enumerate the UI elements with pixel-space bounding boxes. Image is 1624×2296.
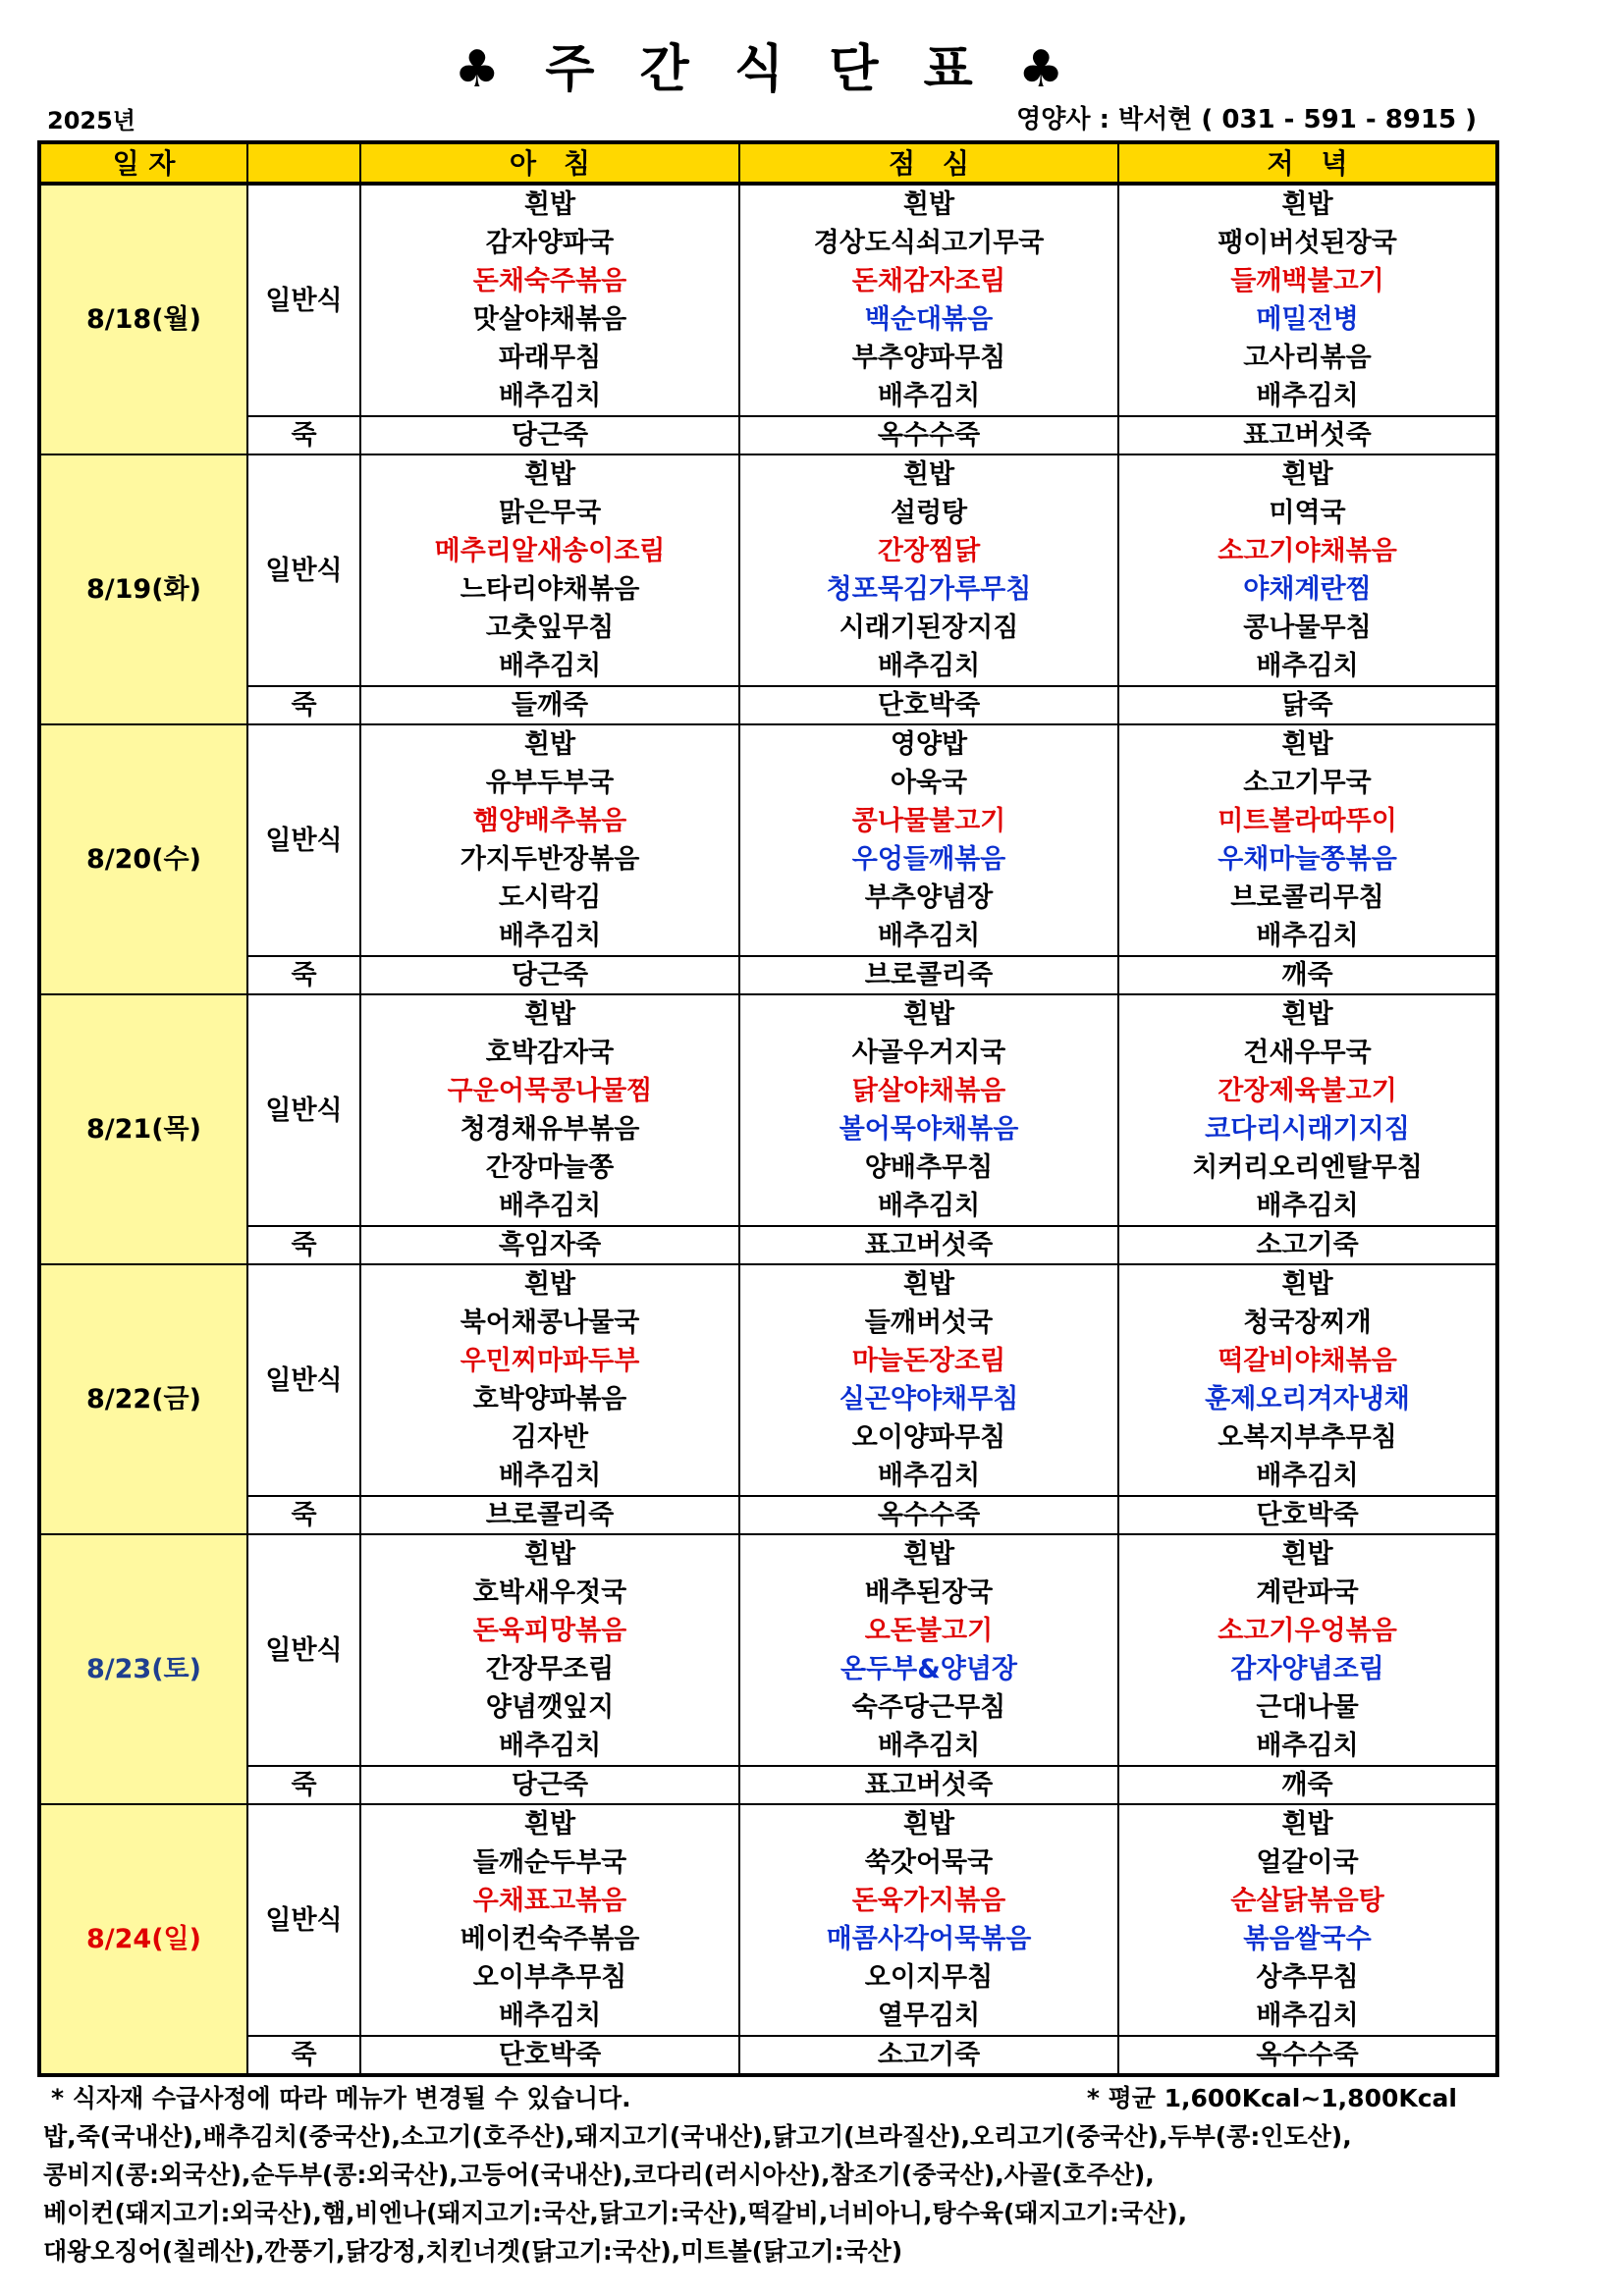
porridge-label: 죽 [247, 686, 360, 724]
menu-item: 흰밥 [1281, 189, 1333, 220]
column-header-dinner: 저 녁 [1118, 142, 1497, 184]
column-header-date: 일 자 [39, 142, 247, 184]
menu-item: 북어채콩나물국 [460, 1308, 640, 1338]
menu-item: 떡갈비야채볶음 [1218, 1346, 1397, 1376]
menu-item: 배추김치 [877, 1191, 981, 1221]
column-header-type [247, 142, 360, 184]
lunch-cell [739, 1534, 1118, 1766]
menu-item: 마늘돈장조림 [851, 1346, 1006, 1376]
menu-item: 배추김치 [498, 381, 602, 411]
menu-item: 치커리오리엔탈무침 [1192, 1152, 1423, 1183]
menu-item: 영양밥 [890, 729, 968, 760]
dinner-cell [1118, 454, 1497, 686]
page-title: ♣ 주 간 식 단 표 ♣ [454, 40, 1078, 99]
menu-item: 구운어묵콩나물찜 [447, 1076, 653, 1106]
menu-item: 파래무침 [498, 343, 602, 373]
menu-item: 코다리시래기지짐 [1205, 1114, 1410, 1145]
menu-item: 우민찌마파두부 [460, 1346, 640, 1376]
menu-item: 유부두부국 [485, 768, 615, 798]
porridge-dinner: 단호박죽 [1118, 1496, 1497, 1534]
day-row [39, 994, 1497, 1226]
porridge-label: 죽 [247, 1226, 360, 1264]
lunch-cell [739, 724, 1118, 956]
day-row [39, 1264, 1497, 1496]
porridge-row [39, 1766, 1497, 1804]
day-row [39, 184, 1497, 416]
menu-item: 미역국 [1269, 498, 1346, 528]
menu-item: 배추김치 [498, 1461, 602, 1491]
porridge-dinner: 닭죽 [1118, 686, 1497, 724]
menu-item: 간장찜닭 [877, 536, 981, 566]
menu-item: 돈채감자조림 [851, 266, 1006, 296]
menu-item: 볶음쌀국수 [1243, 1924, 1372, 1954]
origin-line: 베이컨(돼지고기:외국산),햄,비엔나(돼지고기:국산,닭고기:국산),떡갈비,너비아니,탕수육(돼지고기:국산), [43, 2199, 1188, 2227]
menu-item: 배추김치 [498, 651, 602, 681]
menu-item: 건새우무국 [1243, 1038, 1372, 1068]
menu-item: 흰밥 [1281, 459, 1333, 490]
regular-meal-label: 일반식 [247, 454, 360, 686]
menu-item: 순살닭볶음탕 [1230, 1886, 1384, 1916]
menu-item: 청경채유부볶음 [460, 1114, 640, 1145]
weekly-menu-table [37, 140, 1499, 2077]
regular-meal-label: 일반식 [247, 724, 360, 956]
menu-item: 감자양파국 [485, 228, 615, 258]
menu-item: 우채마늘쫑볶음 [1218, 844, 1397, 875]
menu-item: 김자반 [511, 1422, 589, 1453]
menu-item: 청국장찌개 [1243, 1308, 1372, 1338]
date-cell: 8/20(수) [39, 724, 247, 994]
menu-item: 훈제오리겨자냉채 [1205, 1384, 1410, 1415]
menu-item: 닭살야채볶음 [851, 1076, 1006, 1106]
menu-item: 소고기우엉볶음 [1218, 1616, 1397, 1646]
day-row [39, 454, 1497, 686]
menu-item: 배추김치 [498, 1191, 602, 1221]
menu-item: 맛살야채볶음 [472, 304, 627, 335]
menu-item: 오돈불고기 [864, 1616, 994, 1646]
menu-item: 돈육피망볶음 [472, 1616, 627, 1646]
porridge-lunch: 소고기죽 [739, 2036, 1118, 2075]
menu-item: 브로콜리무침 [1230, 882, 1384, 913]
menu-item: 흰밥 [902, 1809, 955, 1840]
menu-item: 흰밥 [523, 459, 576, 490]
dietitian-contact: 영양사 : 박서현 ( 031 - 591 - 8915 ) [1016, 105, 1477, 134]
menu-item: 흰밥 [1281, 729, 1333, 760]
porridge-row [39, 956, 1497, 994]
menu-item: 우채표고볶음 [472, 1886, 627, 1916]
menu-item: 배추김치 [1256, 921, 1359, 951]
menu-item: 미트볼라따뚜이 [1218, 806, 1397, 836]
menu-item: 흰밥 [902, 1269, 955, 1300]
breakfast-cell [360, 1264, 739, 1496]
menu-item: 메추리알새송이조림 [434, 536, 666, 566]
menu-item: 들깨백불고기 [1230, 266, 1384, 296]
origin-line: 대왕오징어(칠레산),깐풍기,닭강정,치킨너겟(닭고기:국산),미트볼(닭고기:국산) [43, 2237, 903, 2266]
menu-item: 도시락김 [498, 882, 602, 913]
dinner-cell [1118, 1804, 1497, 2036]
menu-item: 배추김치 [877, 1731, 981, 1761]
menu-item: 배추김치 [1256, 651, 1359, 681]
porridge-lunch: 표고버섯죽 [739, 1766, 1118, 1804]
menu-item: 호박양파볶음 [472, 1384, 627, 1415]
regular-meal-label: 일반식 [247, 1534, 360, 1766]
lunch-cell [739, 1804, 1118, 2036]
menu-item: 실곤약야채무침 [839, 1384, 1019, 1415]
porridge-label: 죽 [247, 956, 360, 994]
porridge-lunch: 브로콜리죽 [739, 956, 1118, 994]
menu-item: 간장제육불고기 [1218, 1076, 1397, 1106]
menu-item: 흰밥 [523, 189, 576, 220]
menu-item: 들깨순두부국 [472, 1847, 627, 1878]
menu-item: 간장마늘쫑 [485, 1152, 615, 1183]
menu-item: 배추김치 [877, 651, 981, 681]
column-header-lunch: 점 심 [739, 142, 1118, 184]
day-row [39, 724, 1497, 956]
lunch-cell [739, 184, 1118, 416]
menu-item: 흰밥 [1281, 1269, 1333, 1300]
menu-item: 흰밥 [523, 1809, 576, 1840]
breakfast-cell [360, 454, 739, 686]
menu-item: 배추김치 [1256, 1191, 1359, 1221]
menu-item: 흰밥 [1281, 999, 1333, 1030]
menu-item: 아욱국 [890, 768, 968, 798]
porridge-row [39, 2036, 1497, 2075]
porridge-row [39, 1226, 1497, 1264]
porridge-breakfast: 당근죽 [360, 956, 739, 994]
menu-item: 매콤사각어묵볶음 [826, 1924, 1032, 1954]
regular-meal-label: 일반식 [247, 184, 360, 416]
day-row [39, 1804, 1497, 2036]
menu-item: 온두부&양념장 [839, 1654, 1018, 1684]
porridge-dinner: 깨죽 [1118, 956, 1497, 994]
menu-item: 부추양념장 [864, 882, 994, 913]
menu-body [39, 184, 1497, 2075]
menu-change-note: * 식자재 수급사정에 따라 메뉴가 변경될 수 있습니다. [51, 2084, 631, 2112]
menu-item: 경상도식쇠고기무국 [813, 228, 1045, 258]
regular-meal-label: 일반식 [247, 1804, 360, 2036]
footer-notes [43, 2079, 1496, 2270]
menu-item: 배추김치 [498, 921, 602, 951]
dinner-cell [1118, 1264, 1497, 1496]
menu-item: 부추양파무침 [851, 343, 1006, 373]
menu-item: 양배추무침 [864, 1152, 994, 1183]
porridge-label: 죽 [247, 2036, 360, 2075]
dinner-cell [1118, 184, 1497, 416]
porridge-breakfast: 들깨죽 [360, 686, 739, 724]
menu-item: 배추김치 [1256, 2001, 1359, 2031]
calorie-note: * 평균 1,600Kcal~1,800Kcal [1086, 2084, 1457, 2112]
table-header-row [39, 142, 1497, 184]
porridge-lunch: 단호박죽 [739, 686, 1118, 724]
year-label: 2025년 [47, 107, 135, 134]
origin-line: 밥,죽(국내산),배추김치(중국산),소고기(호주산),돼지고기(국내산),닭고기(브라질산),오리고기(중국산),두부(콩:인도산), [43, 2122, 1352, 2151]
menu-item: 열무김치 [877, 2001, 981, 2031]
porridge-dinner: 소고기죽 [1118, 1226, 1497, 1264]
menu-item: 간장무조림 [485, 1654, 615, 1684]
menu-item: 흰밥 [902, 999, 955, 1030]
menu-item: 오이양파무침 [851, 1422, 1006, 1453]
breakfast-cell [360, 184, 739, 416]
date-cell: 8/19(화) [39, 454, 247, 724]
menu-item: 배추김치 [877, 1461, 981, 1491]
menu-item: 호박감자국 [485, 1038, 615, 1068]
menu-item: 오이지무침 [864, 1962, 994, 1993]
porridge-row [39, 416, 1497, 454]
menu-item: 오이부추무침 [472, 1962, 627, 1993]
menu-item: 흰밥 [523, 1269, 576, 1300]
porridge-breakfast: 단호박죽 [360, 2036, 739, 2075]
porridge-breakfast: 흑임자죽 [360, 1226, 739, 1264]
regular-meal-label: 일반식 [247, 994, 360, 1226]
menu-item: 배추김치 [877, 381, 981, 411]
menu-item: 콩나물불고기 [851, 806, 1006, 836]
date-cell: 8/22(금) [39, 1264, 247, 1534]
menu-item: 볼어묵야채볶음 [839, 1114, 1019, 1145]
menu-item: 느타리야채볶음 [460, 574, 640, 605]
menu-item: 팽이버섯된장국 [1218, 228, 1397, 258]
menu-item: 오복지부추무침 [1218, 1422, 1397, 1453]
lunch-cell [739, 1264, 1118, 1496]
menu-item: 소고기무국 [1243, 768, 1372, 798]
menu-item: 흰밥 [523, 999, 576, 1030]
menu-item: 흰밥 [523, 729, 576, 760]
porridge-lunch: 옥수수죽 [739, 1496, 1118, 1534]
menu-item: 백순대볶음 [864, 304, 994, 335]
menu-item: 야채계란찜 [1243, 574, 1372, 605]
menu-item: 메밀전병 [1256, 304, 1359, 335]
menu-item: 맑은무국 [498, 498, 602, 528]
date-cell: 8/21(목) [39, 994, 247, 1264]
breakfast-cell [360, 724, 739, 956]
menu-item: 배추김치 [1256, 381, 1359, 411]
menu-item: 베이컨숙주볶음 [460, 1924, 640, 1954]
date-cell: 8/18(월) [39, 184, 247, 454]
menu-item: 흰밥 [902, 189, 955, 220]
menu-item: 배추김치 [498, 2001, 602, 2031]
breakfast-cell [360, 1804, 739, 2036]
menu-item: 흰밥 [902, 1539, 955, 1570]
menu-item: 흰밥 [1281, 1539, 1333, 1570]
lunch-cell [739, 994, 1118, 1226]
porridge-dinner: 옥수수죽 [1118, 2036, 1497, 2075]
origin-line: 콩비지(콩:외국산),순두부(콩:외국산),고등어(국내산),코다리(러시아산),참조기(중국산),사골(호주산), [43, 2161, 1155, 2189]
menu-item: 우엉들깨볶음 [851, 844, 1006, 875]
date-cell: 8/23(토) [39, 1534, 247, 1804]
day-row [39, 1534, 1497, 1766]
dinner-cell [1118, 1534, 1497, 1766]
menu-item: 흰밥 [902, 459, 955, 490]
menu-item: 돈채숙주볶음 [472, 266, 627, 296]
porridge-dinner: 깨죽 [1118, 1766, 1497, 1804]
menu-item: 사골우거지국 [851, 1038, 1006, 1068]
menu-item: 설렁탕 [890, 498, 968, 528]
menu-item: 상추무침 [1256, 1962, 1359, 1993]
porridge-row [39, 1496, 1497, 1534]
dinner-cell [1118, 994, 1497, 1226]
menu-item: 쑥갓어묵국 [864, 1847, 994, 1878]
menu-item: 흰밥 [1281, 1809, 1333, 1840]
date-cell: 8/24(일) [39, 1804, 247, 2075]
porridge-breakfast: 브로콜리죽 [360, 1496, 739, 1534]
porridge-breakfast: 당근죽 [360, 1766, 739, 1804]
menu-item: 양념깻잎지 [485, 1692, 615, 1723]
menu-item: 햄양배추볶음 [472, 806, 627, 836]
menu-item: 배추김치 [1256, 1461, 1359, 1491]
regular-meal-label: 일반식 [247, 1264, 360, 1496]
porridge-row [39, 686, 1497, 724]
porridge-label: 죽 [247, 1766, 360, 1804]
menu-item: 들깨버섯국 [864, 1308, 994, 1338]
menu-item: 시래기된장지짐 [839, 613, 1019, 643]
porridge-breakfast: 당근죽 [360, 416, 739, 454]
breakfast-cell [360, 1534, 739, 1766]
menu-item: 청포묵김가루무침 [826, 574, 1032, 605]
porridge-lunch: 옥수수죽 [739, 416, 1118, 454]
menu-item: 배추김치 [877, 921, 981, 951]
menu-item: 배추김치 [498, 1731, 602, 1761]
menu-item: 감자양념조림 [1230, 1654, 1384, 1684]
menu-item: 호박새우젓국 [472, 1577, 627, 1608]
porridge-label: 죽 [247, 1496, 360, 1534]
porridge-label: 죽 [247, 416, 360, 454]
menu-item: 숙주당근무침 [851, 1692, 1006, 1723]
menu-item: 배추김치 [1256, 1731, 1359, 1761]
menu-item: 돈육가지볶음 [851, 1886, 1006, 1916]
menu-item: 흰밥 [523, 1539, 576, 1570]
column-header-breakfast: 아 침 [360, 142, 739, 184]
menu-item: 소고기야채볶음 [1218, 536, 1397, 566]
porridge-dinner: 표고버섯죽 [1118, 416, 1497, 454]
menu-item: 콩나물무침 [1243, 613, 1372, 643]
menu-item: 고사리볶음 [1243, 343, 1372, 373]
menu-item: 얼갈이국 [1256, 1847, 1359, 1878]
menu-item: 계란파국 [1256, 1577, 1359, 1608]
menu-item: 고춧잎무침 [485, 613, 615, 643]
lunch-cell [739, 454, 1118, 686]
porridge-lunch: 표고버섯죽 [739, 1226, 1118, 1264]
menu-item: 근대나물 [1256, 1692, 1359, 1723]
breakfast-cell [360, 994, 739, 1226]
menu-item: 가지두반장볶음 [460, 844, 640, 875]
menu-item: 배추된장국 [864, 1577, 994, 1608]
dinner-cell [1118, 724, 1497, 956]
